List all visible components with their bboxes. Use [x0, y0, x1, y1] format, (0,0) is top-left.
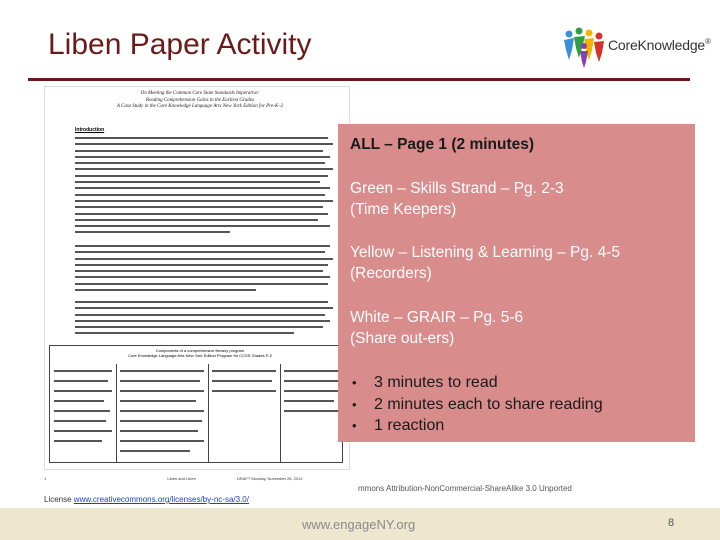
panel-item-green-line2: (Time Keepers): [350, 201, 457, 218]
logo-name: CoreKnowledge: [608, 37, 706, 53]
panel-item-white: [350, 307, 523, 349]
panel-item-yellow-line2: (Recorders): [350, 265, 432, 282]
panel-item-green: [350, 178, 564, 220]
panel-item-all: [350, 134, 534, 155]
panel-item-yellow-line1: Yellow – Listening & Learning – Pg. 4-5: [350, 244, 621, 261]
core-knowledge-logo: [560, 24, 710, 72]
panel-bullet-list: [350, 372, 603, 437]
document-table-title: [120, 348, 280, 358]
logo-registered-mark: ®: [705, 37, 711, 46]
people-figures-icon: [560, 24, 608, 72]
document-table-column-divider: [116, 364, 117, 462]
document-section-label: Introduction: [75, 127, 105, 133]
document-footer-date: DRAFT Monday, November 26, 2012: [236, 476, 303, 481]
panel-item-all-label: ALL – Page 1 (2 minutes): [350, 136, 535, 153]
document-footer-page: 1: [44, 476, 47, 481]
document-table-column-divider: [280, 364, 281, 462]
logo-wordmark: [608, 37, 711, 53]
document-paragraph-3: [75, 301, 333, 339]
panel-bullet: • 3 minutes to read: [350, 372, 603, 394]
panel-item-white-line2: (Share out-ers): [350, 330, 455, 347]
document-paragraph-1: [75, 137, 333, 238]
document-components-table: [49, 345, 343, 463]
license-prefix: License: [44, 495, 74, 504]
document-table-title-line: Core Knowledge Language Arts New York Edition Program for CCSS Grades P-2: [128, 353, 272, 358]
document-title-line: A Case Study in the Core Knowledge Language Arts New York Edition for Pre-K–2: [116, 104, 284, 109]
document-title-line: On Meeting the Common Core State Standards Imperative:: [140, 91, 260, 96]
panel-bullet: • 1 reaction: [350, 415, 603, 437]
document-table-column-divider: [208, 364, 209, 462]
footer-bar: [0, 508, 720, 540]
document-table-title-line: Components of a comprehensive literacy program: [155, 348, 245, 353]
instruction-panel: [338, 124, 695, 442]
document-paragraph-2: [75, 245, 333, 295]
title-divider: [28, 78, 690, 81]
slide-title: Liben Paper Activity: [48, 28, 312, 61]
document-footer-authors: Liben and Liben: [167, 476, 196, 481]
license-link[interactable]: www.creativecommons.org/licenses/by-nc-sa/3.0/: [73, 495, 249, 504]
page-number: 8: [668, 517, 675, 529]
footer-url: www.engageNY.org: [302, 517, 416, 532]
panel-item-yellow: [350, 242, 620, 284]
license-attribution-text: mmons Attribution-NonCommercial-ShareAlike 3.0 Unported: [358, 484, 572, 493]
document-thumbnail: [44, 86, 350, 470]
license-line: [44, 495, 249, 504]
document-title: [75, 91, 325, 111]
document-title-line: Reading Comprehension Gains in the Earliest Grades: [145, 97, 255, 103]
panel-item-green-line1: Green – Skills Strand – Pg. 2-3: [350, 180, 564, 197]
panel-bullet: • 2 minutes each to share reading: [350, 394, 603, 416]
document-footer: [44, 476, 350, 481]
panel-item-white-line1: White – GRAIR – Pg. 5-6: [350, 309, 524, 326]
